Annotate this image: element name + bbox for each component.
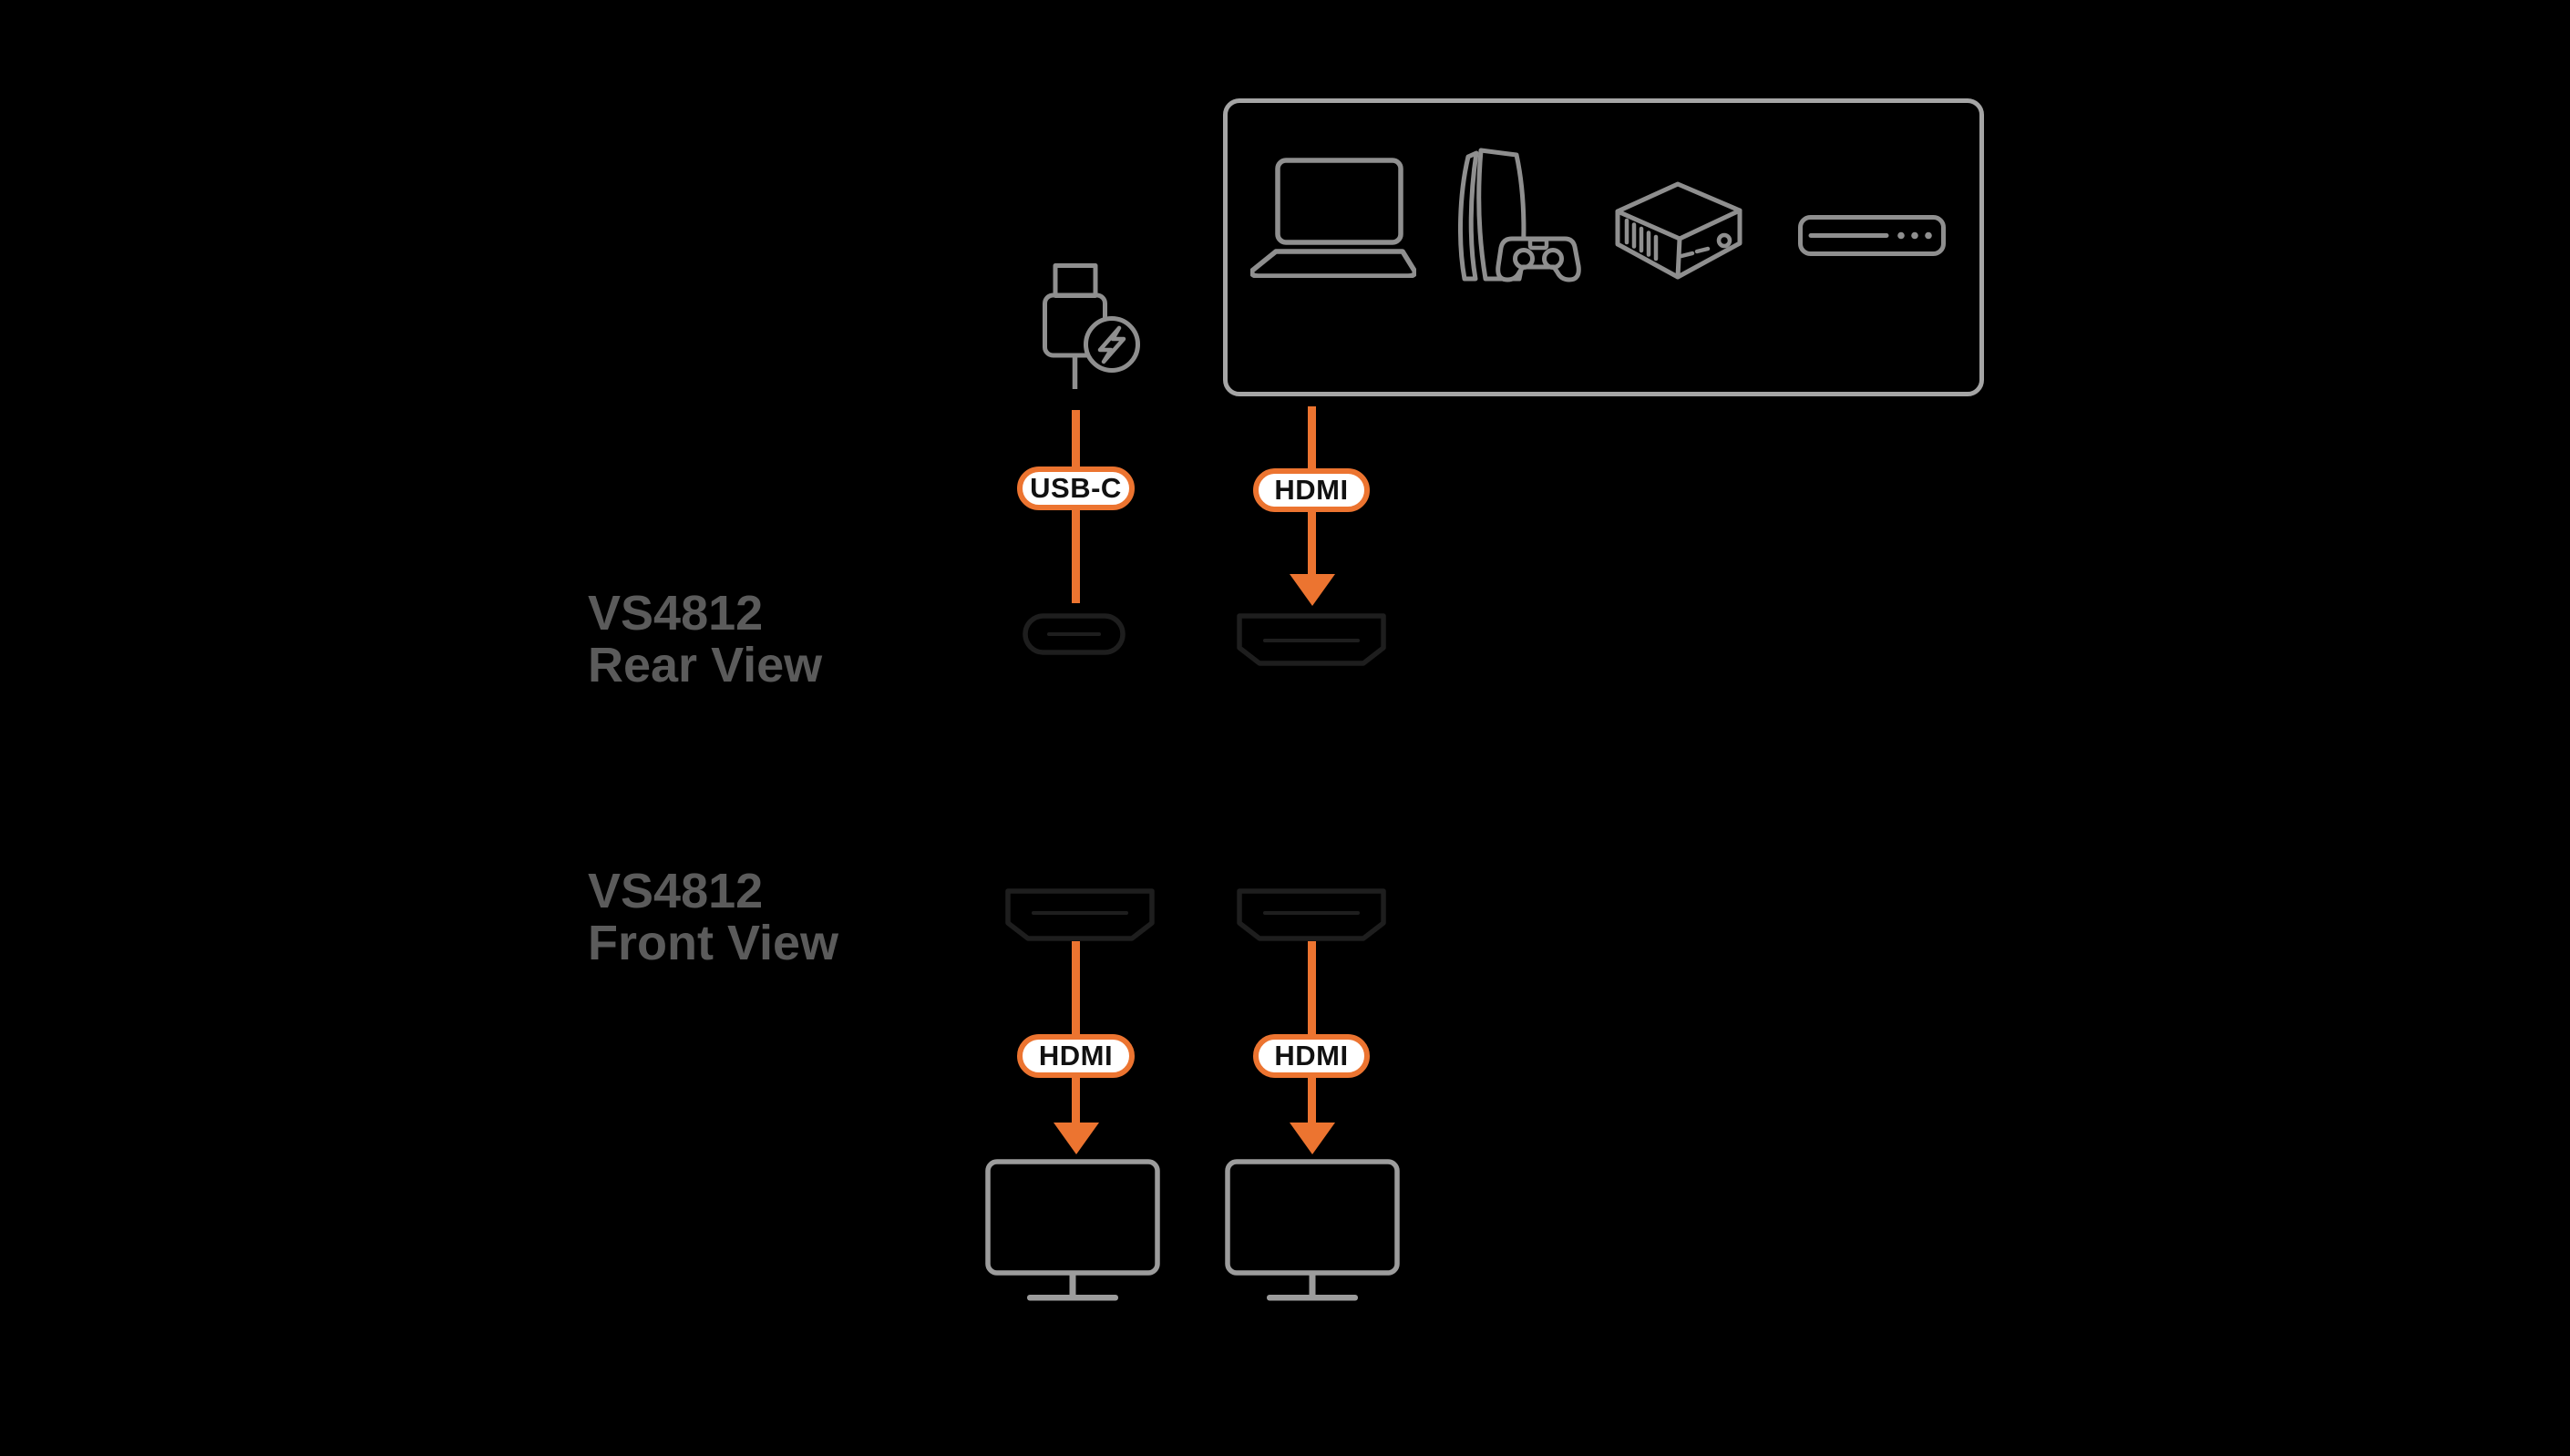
rear-view-title-line1: VS4812 — [588, 586, 764, 641]
rear-hdmi-port-icon — [1237, 613, 1386, 666]
rear-usb-c-port-icon — [1023, 613, 1126, 655]
front-view-title-line1: VS4812 — [588, 864, 764, 918]
monitor-left-icon — [985, 1159, 1160, 1303]
rear-view-title — [588, 588, 822, 692]
hdmi-arrow-head-front-right — [1290, 1123, 1335, 1154]
front-view-title-line2: Front View — [588, 916, 839, 970]
front-hdmi-port-left-icon — [1005, 888, 1155, 941]
hdmi-arrow-head-front-left — [1054, 1123, 1099, 1154]
front-hdmi-port-right-icon — [1237, 888, 1386, 941]
media-player-icon — [1798, 215, 1946, 256]
rear-view-title-line2: Rear View — [588, 638, 823, 692]
source-devices-box — [1223, 98, 1984, 396]
hdmi-label-pill-front-left: HDMI — [1017, 1034, 1135, 1078]
usb-c-label-pill: USB-C — [1017, 467, 1135, 510]
monitor-right-icon — [1225, 1159, 1400, 1303]
game-console-icon — [1443, 142, 1581, 288]
front-view-title — [588, 866, 838, 969]
hdmi-cable-line-front-left — [1072, 941, 1080, 1124]
hdmi-label-pill-rear: HDMI — [1253, 468, 1370, 512]
mini-pc-icon — [1614, 180, 1746, 282]
hdmi-cable-line-front-right — [1308, 941, 1316, 1124]
lightning-bolt-icon — [1086, 319, 1138, 371]
laptop-icon — [1250, 158, 1416, 278]
hdmi-label-pill-front-right: HDMI — [1253, 1034, 1370, 1078]
usb-c-power-adapter-icon — [1043, 263, 1145, 393]
hdmi-arrow-head-rear — [1290, 574, 1335, 606]
